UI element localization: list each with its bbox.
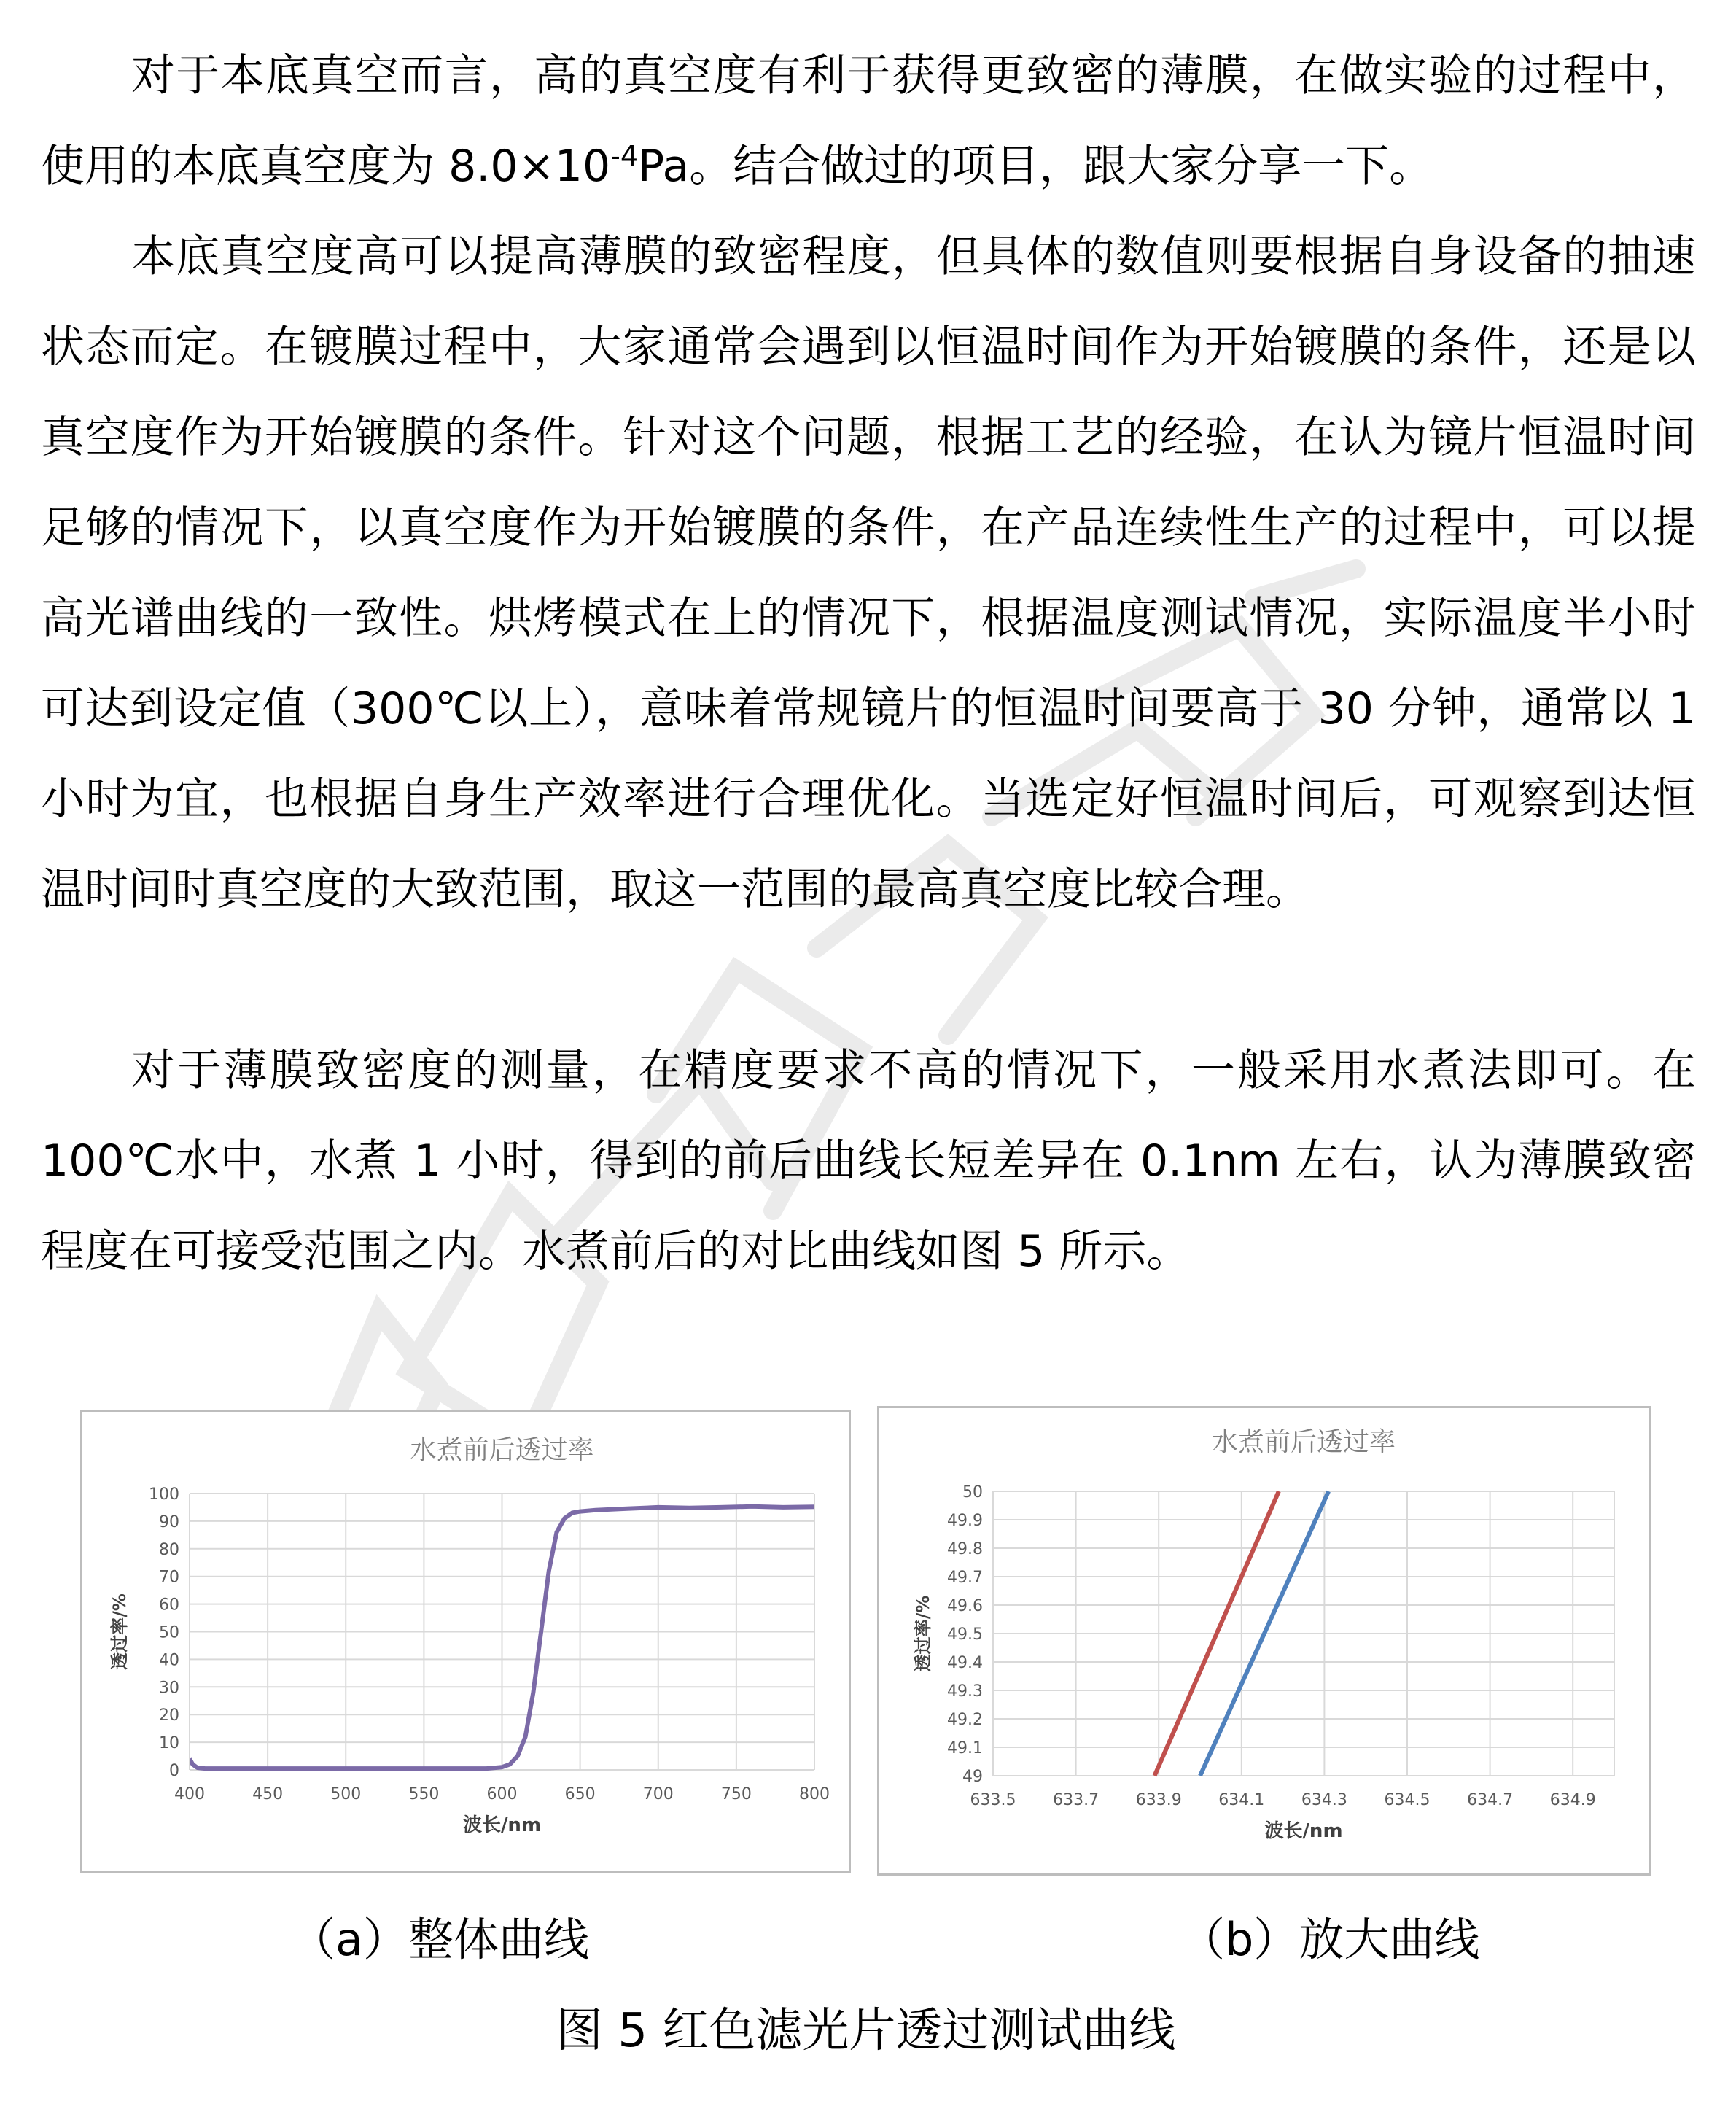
chart-b-y-tick-label: 49.3 [947, 1682, 983, 1701]
chart-b-y-tick-label: 49.5 [947, 1626, 983, 1644]
chart-a-y-tick-label: 80 [159, 1540, 179, 1559]
chart-a-y-tick-label: 0 [169, 1762, 179, 1780]
chart-b-y-axis-label: 透过率/% [913, 1595, 933, 1672]
caption-a: （a）整体曲线 [290, 1913, 589, 1966]
chart-overall-svg [82, 1412, 849, 1871]
chart-overall-curve [80, 1410, 851, 1873]
chart-zoomed-svg [879, 1408, 1649, 1873]
chart-a-x-tick-label: 550 [408, 1785, 440, 1803]
chart-a-title: 水煮前后透过率 [410, 1435, 594, 1465]
chart-b-x-tick-label: 634.5 [1384, 1791, 1431, 1809]
chart-b-y-tick-label: 49 [962, 1768, 983, 1786]
chart-a-x-tick-label: 650 [564, 1785, 596, 1803]
chart-a-y-tick-label: 10 [159, 1734, 179, 1753]
chart-a-x-tick-label: 400 [174, 1785, 205, 1803]
chart-a-x-tick-label: 500 [330, 1785, 362, 1803]
chart-b-title: 水煮前后透过率 [1211, 1427, 1396, 1457]
chart-b-y-tick-label: 49.9 [947, 1512, 983, 1530]
chart-a-y-tick-label: 50 [159, 1623, 179, 1642]
chart-a-x-axis-label: 波长/nm [462, 1814, 542, 1836]
figure-caption: 图 5 红色滤光片透过测试曲线 [556, 2004, 1176, 2058]
chart-b-y-tick-label: 50 [962, 1483, 983, 1502]
chart-a-y-axis-label: 透过率/% [109, 1593, 130, 1670]
chart-a-y-tick-label: 70 [159, 1568, 179, 1587]
chart-a-y-tick-label: 60 [159, 1596, 179, 1615]
chart-a-x-tick-label: 450 [252, 1785, 284, 1803]
chart-b-x-axis-label: 波长/nm [1264, 1820, 1343, 1842]
chart-a-y-tick-label: 100 [149, 1485, 179, 1504]
chart-b-y-tick-label: 49.4 [947, 1654, 983, 1672]
chart-b-x-tick-label: 633.9 [1135, 1791, 1182, 1809]
chart-b-y-tick-label: 49.2 [947, 1711, 983, 1729]
paragraph-3: 对于薄膜致密度的测量，在精度要求不高的情况下，一般采用水煮法即可。在 100℃水中，水煮 1 小时，得到的前后曲线长短差异在 0.1nm 左右，认为薄膜致密程度在可接受范围之内。水煮前后的对比曲线如图 5 所示。 [41, 1045, 1696, 1277]
chart-a-x-tick-label: 600 [486, 1785, 518, 1803]
paragraph-2: 本底真空度高可以提高薄膜的致密程度，但具体的数值则要根据自身设备的抽速状态而定。在镀膜过程中，大家通常会遇到以恒温时间作为开始镀膜的条件，还是以真空度作为开始镀膜的条件。针对这个问题，根据工艺的经验，在认为镜片恒温时间足够的情况下，以真空度作为开始镀膜的条件，在产品连续性生产的过程中，可以提高光谱曲线的一致性。烘烤模式在上的情况下，根据温度测试情况，实际温度半小时可达到设定值（300℃以上），意味着常规镜片的恒温时间要高于 30 分钟，通常以 1 小时为宜，也根据自身生产效率进行合理优化。当选定好恒温时间后，可观察到达恒温时间时真空度的大致范围，取这一范围的最高真空度比较合理。 [41, 231, 1696, 915]
chart-b-y-tick-label: 49.7 [947, 1569, 983, 1587]
chart-a-x-tick-label: 800 [799, 1785, 830, 1803]
chart-a-y-tick-label: 20 [159, 1706, 179, 1725]
chart-b-y-tick-label: 49.1 [947, 1739, 983, 1758]
chart-a-y-tick-label: 40 [159, 1651, 179, 1670]
chart-a-y-tick-label: 90 [159, 1512, 179, 1531]
chart-b-y-tick-label: 49.6 [947, 1597, 983, 1615]
chart-b-x-tick-label: 634.3 [1301, 1791, 1347, 1809]
chart-b-x-tick-label: 633.7 [1053, 1791, 1099, 1809]
chart-a-y-tick-label: 30 [159, 1679, 179, 1698]
chart-b-y-tick-label: 49.8 [947, 1540, 983, 1558]
chart-zoomed-curve [877, 1406, 1651, 1876]
chart-b-x-tick-label: 634.1 [1218, 1791, 1265, 1809]
chart-a-x-tick-label: 700 [642, 1785, 674, 1803]
paragraph-1: 对于本底真空而言，高的真空度有利于获得更致密的薄膜，在做实验的过程中，使用的本底真空度为 $8.0\times 10^{-4}Pa$。结合做过的项目，跟大家分享一下。 [41, 50, 1696, 192]
chart-b-x-tick-label: 634.9 [1549, 1791, 1596, 1809]
chart-b-x-tick-label: 634.7 [1467, 1791, 1514, 1809]
chart-b-x-tick-label: 633.5 [970, 1791, 1016, 1809]
caption-b: （b）放大曲线 [1180, 1913, 1480, 1966]
exponent-superscript: -4 [610, 140, 639, 172]
chart-a-x-tick-label: 750 [720, 1785, 752, 1803]
